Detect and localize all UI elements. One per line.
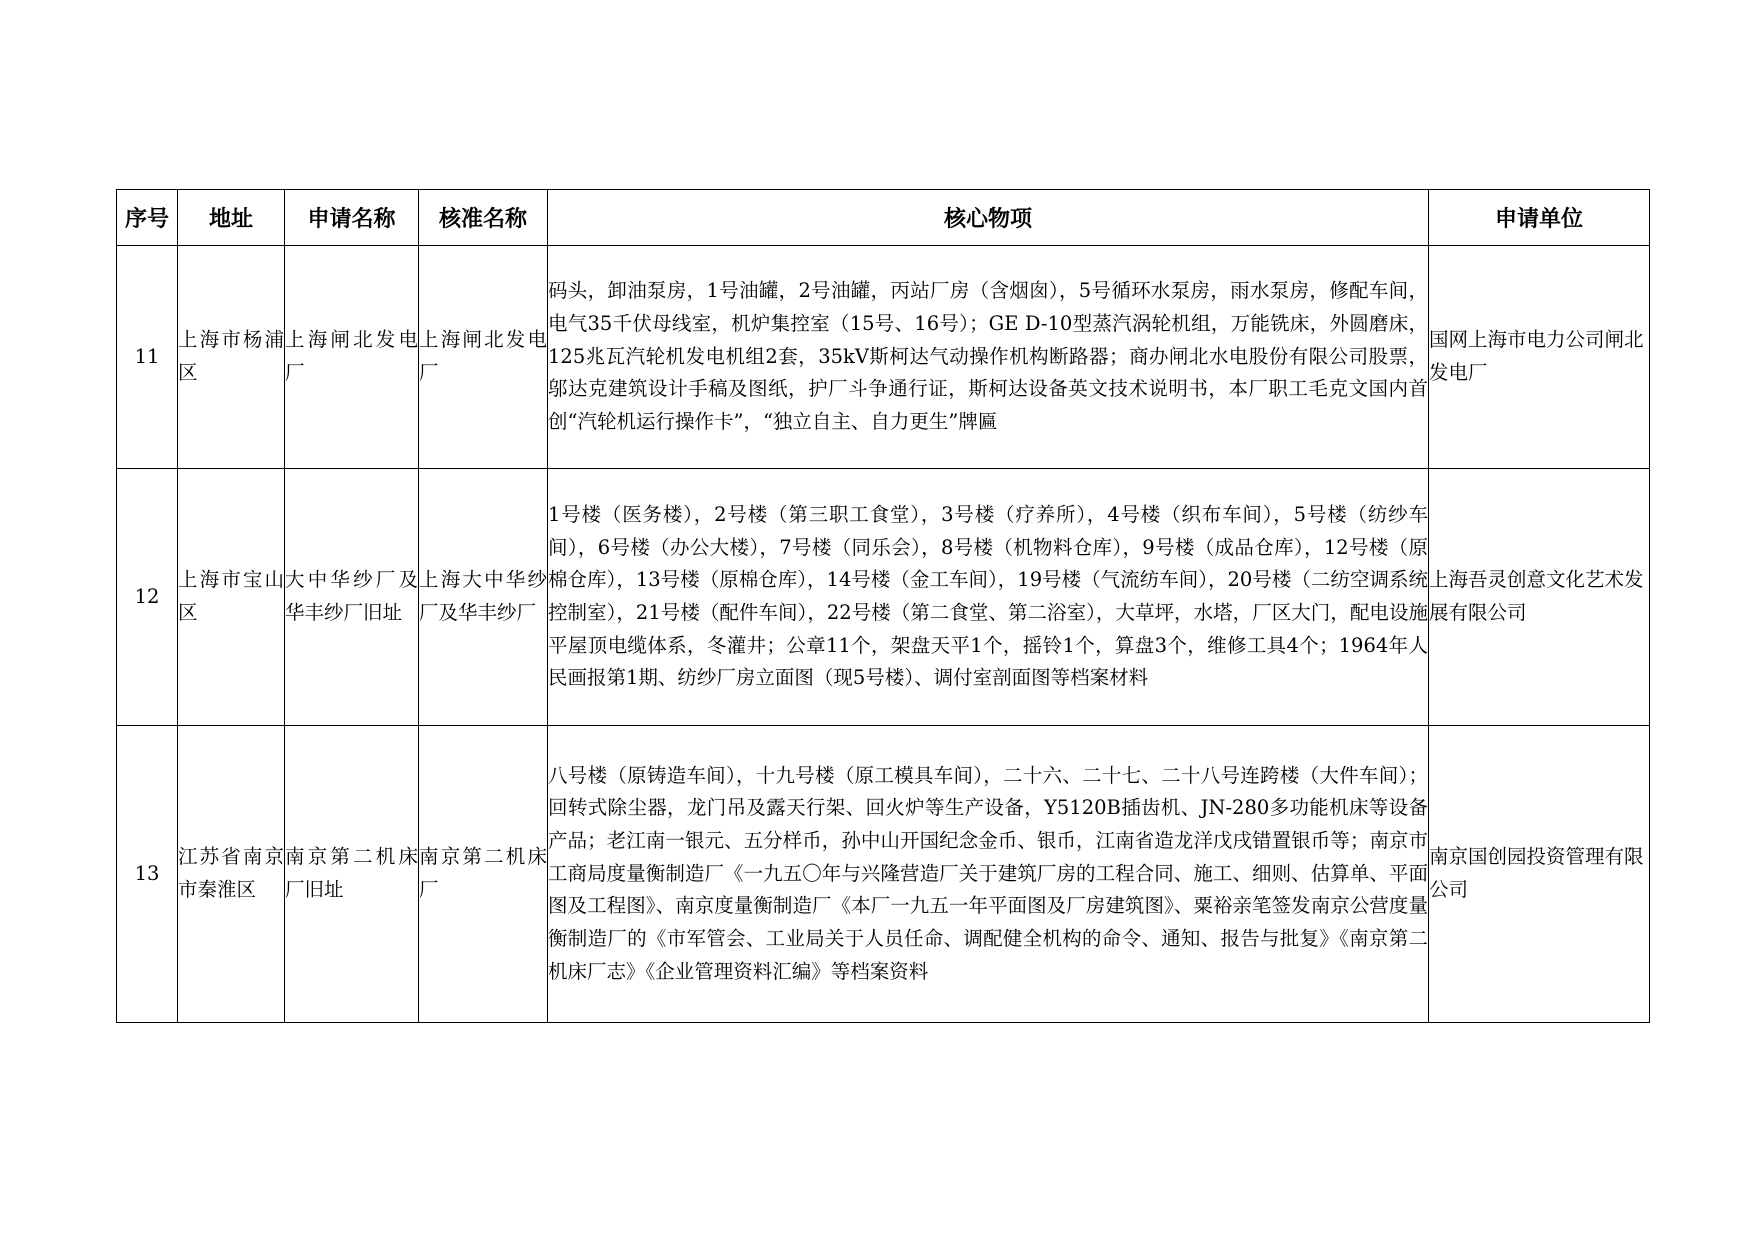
table-row	[117, 246, 1650, 469]
row-applied-name: 上海闸北发电厂	[285, 246, 419, 469]
row-address: 上海市宝山区	[178, 469, 285, 726]
header-core-items: 核心物项	[548, 190, 1429, 246]
header-serial-number: 序号	[117, 190, 178, 246]
row-approved-name: 南京第二机床厂	[419, 726, 548, 1023]
row-core-items: 八号楼（原铸造车间），十九号楼（原工模具车间），二十六、二十七、二十八号连跨楼（大件车间）；回转式除尘器，龙门吊及露天行架、回火炉等生产设备，Y5120B插齿机、JN-280多功能机床等设备产品；老江南一银元、五分样币，孙中山开国纪念金币、银币，江南省造龙洋戊戌错置银币等；南京市工商局度量衡制造厂《一九五〇年与兴隆营造厂关于建筑厂房的工程合同、施工、细则、估算单、平面图及工程图》、南京度量衡制造厂《本厂一九五一年平面图及厂房建筑图》、粟裕亲笔签发南京公营度量衡制造厂的《市军管会、工业局关于人员任命、调配健全机构的命令、通知、报告与批复》《南京第二机床厂志》《企业管理资料汇编》等档案资料	[548, 726, 1429, 1023]
header-applied-name: 申请名称	[285, 190, 419, 246]
row-serial-number: 13	[117, 726, 178, 1023]
row-applicant: 南京国创园投资管理有限公司	[1429, 726, 1650, 1023]
row-approved-name: 上海闸北发电厂	[419, 246, 548, 469]
row-applied-name: 南京第二机床厂旧址	[285, 726, 419, 1023]
heritage-catalog-table	[116, 189, 1650, 1023]
row-core-items: 1号楼（医务楼），2号楼（第三职工食堂），3号楼（疗养所），4号楼（织布车间），5号楼（纺纱车间），6号楼（办公大楼），7号楼（同乐会），8号楼（机物料仓库），9号楼（成品仓库），12号楼（原棉仓库），13号楼（原棉仓库），14号楼（金工车间），19号楼（气流纺车间），20号楼（二纺空调系统控制室），21号楼（配件车间），22号楼（第二食堂、第二浴室），大草坪，水塔，厂区大门，配电设施平屋顶电缆体系，冬灌井；公章11个，架盘天平1个，摇铃1个，算盘3个，维修工具4个；1964年人民画报第1期、纺纱厂房立面图（现5号楼）、调付室剖面图等档案材料	[548, 469, 1429, 726]
table-header-row	[117, 190, 1650, 246]
row-serial-number: 11	[117, 246, 178, 469]
row-serial-number: 12	[117, 469, 178, 726]
row-approved-name: 上海大中华纱厂及华丰纱厂	[419, 469, 548, 726]
row-applied-name: 大中华纱厂及华丰纱厂旧址	[285, 469, 419, 726]
header-applicant: 申请单位	[1429, 190, 1650, 246]
header-approved-name: 核准名称	[419, 190, 548, 246]
row-address: 江苏省南京市秦淮区	[178, 726, 285, 1023]
row-applicant: 国网上海市电力公司闸北发电厂	[1429, 246, 1650, 469]
row-applicant: 上海吾灵创意文化艺术发展有限公司	[1429, 469, 1650, 726]
table-row	[117, 726, 1650, 1023]
table-row	[117, 469, 1650, 726]
header-address: 地址	[178, 190, 285, 246]
row-address: 上海市杨浦区	[178, 246, 285, 469]
row-core-items: 码头，卸油泵房，1号油罐，2号油罐，丙站厂房（含烟囱），5号循环水泵房，雨水泵房，修配车间，电气35千伏母线室，机炉集控室（15号、16号）；GE D-10型蒸汽涡轮机组，万能铣床，外圆磨床，125兆瓦汽轮机发电机组2套，35kV斯柯达气动操作机构断路器；商办闸北水电股份有限公司股票，邬达克建筑设计手稿及图纸，护厂斗争通行证，斯柯达设备英文技术说明书，本厂职工毛克文国内首创“汽轮机运行操作卡”，“独立自主、自力更生”牌匾	[548, 246, 1429, 469]
